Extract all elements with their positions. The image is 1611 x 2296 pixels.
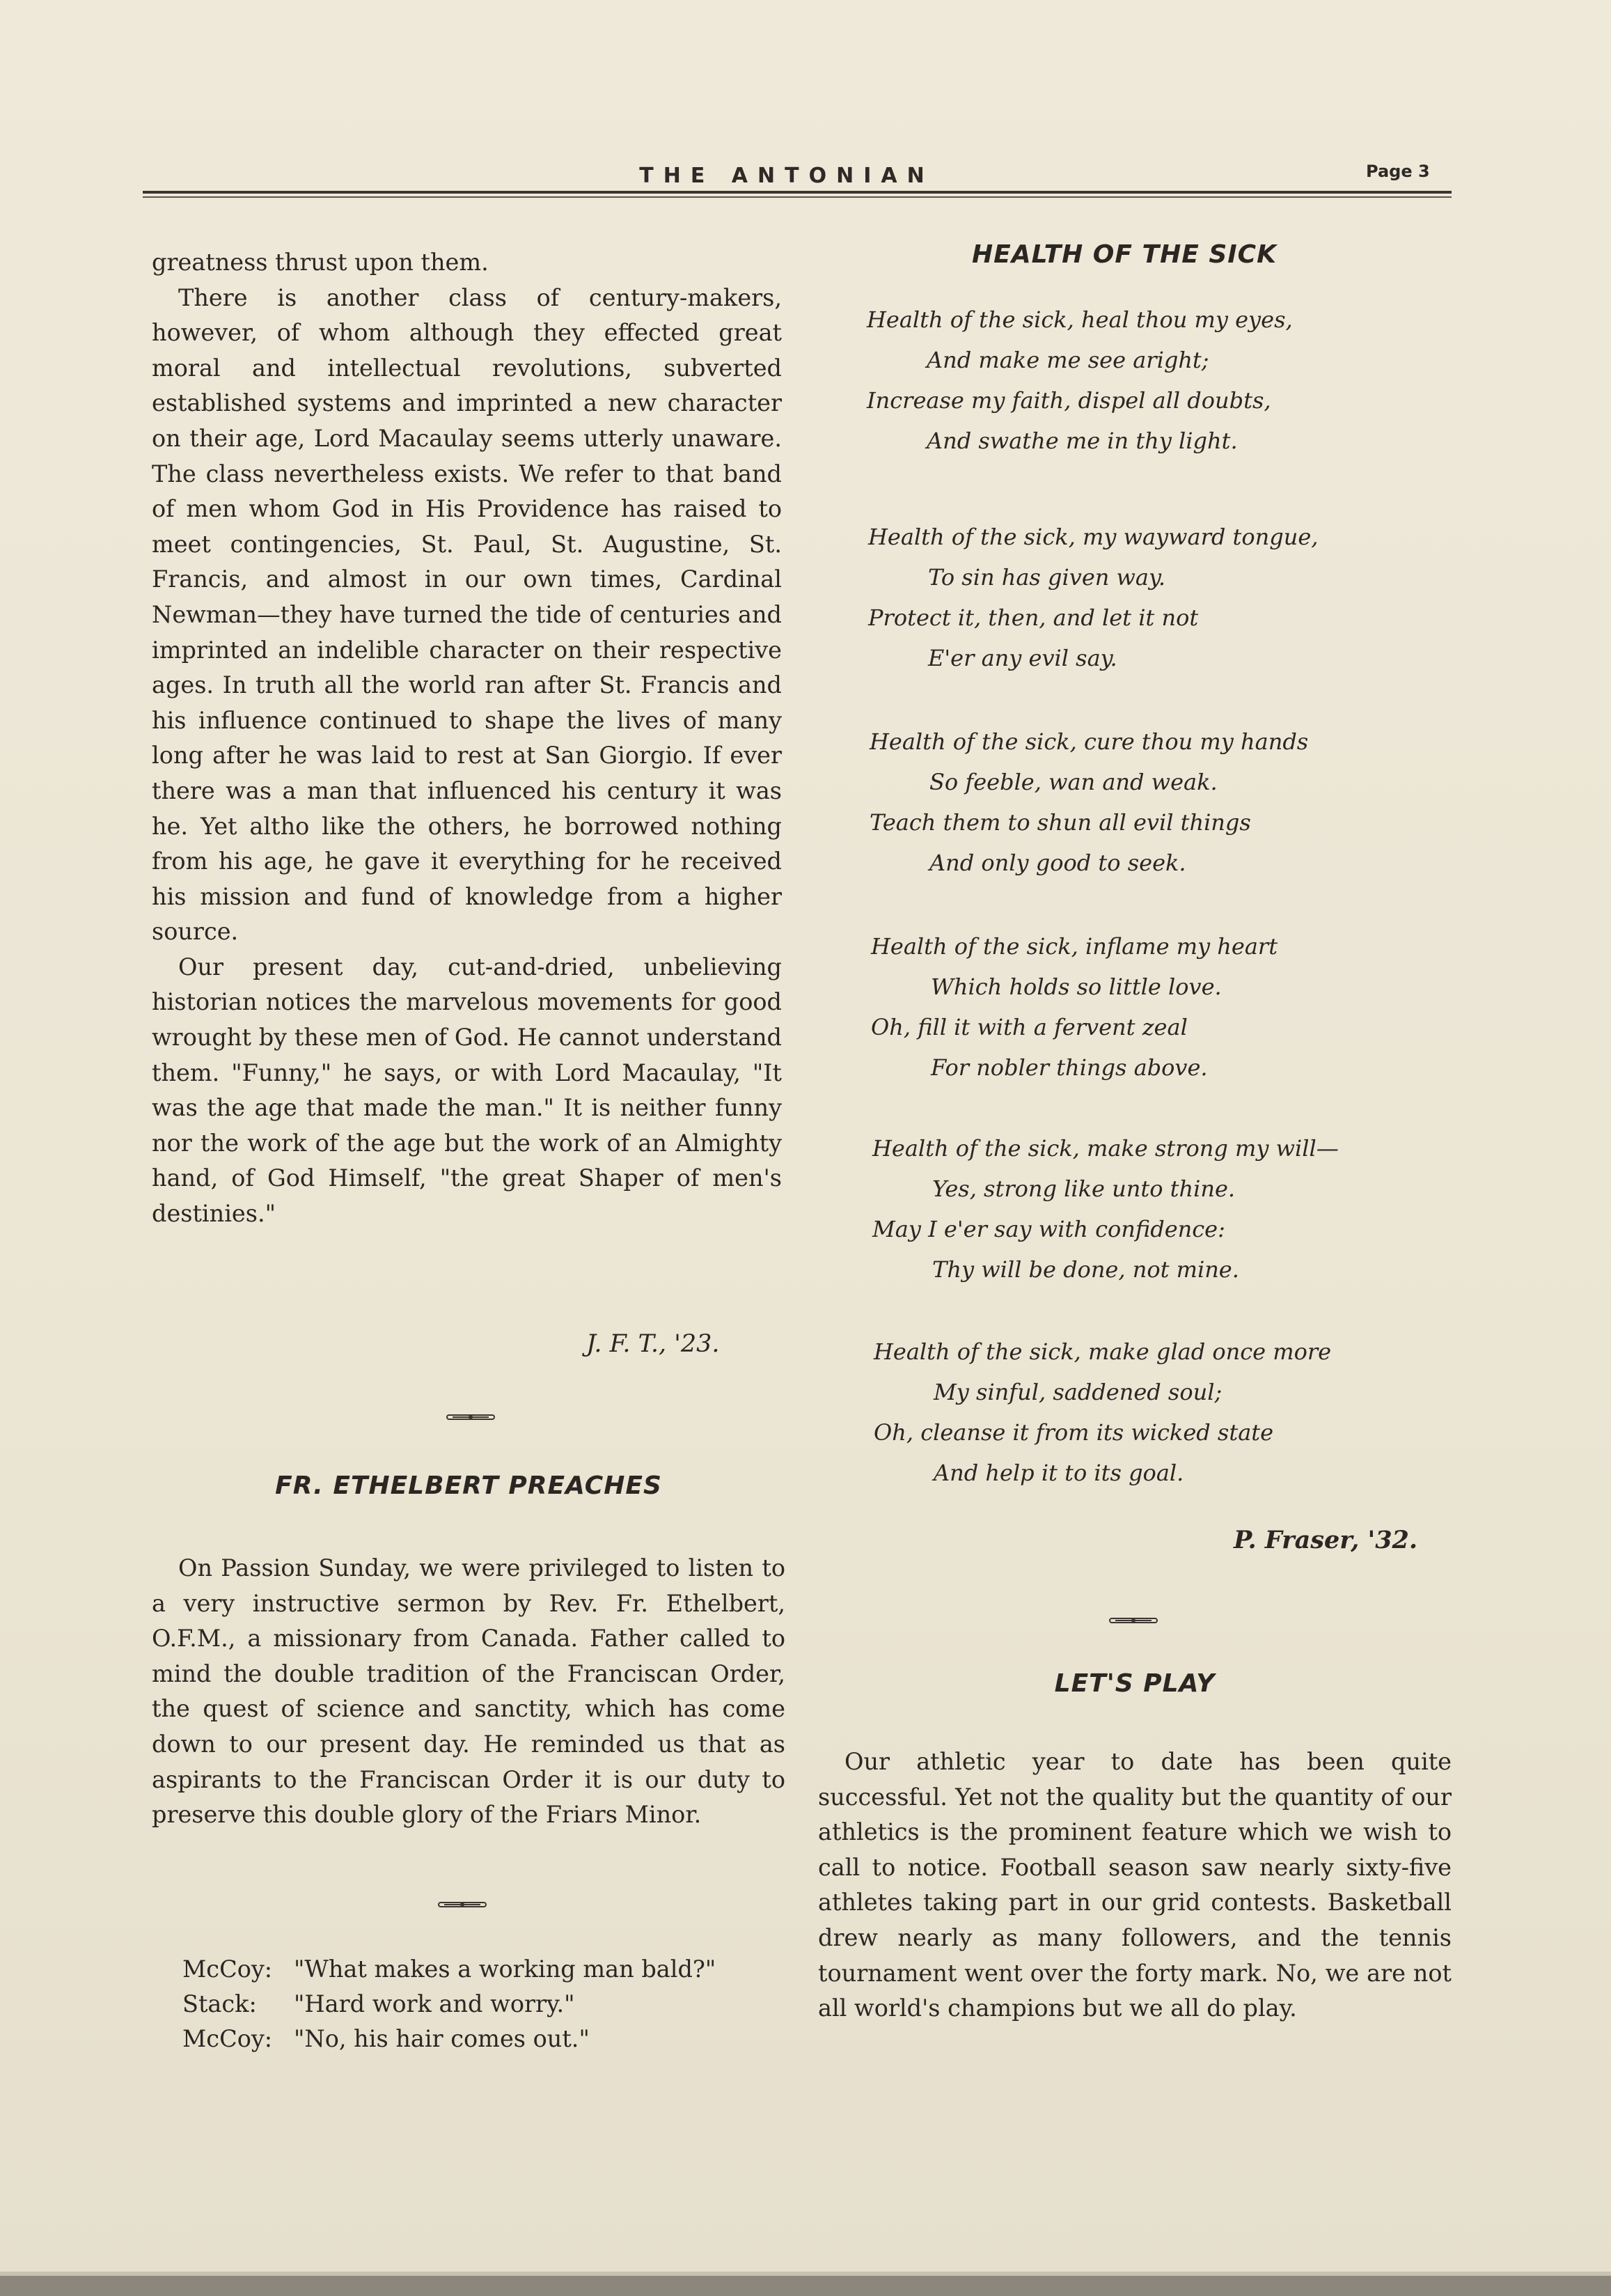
joke-line bbox=[182, 1990, 575, 2017]
poem-line: Oh, fill it with a fervent zeal bbox=[871, 1014, 1188, 1040]
newsletter-title: THE ANTONIAN bbox=[639, 164, 934, 188]
poem-line: My sinful, saddened soul; bbox=[934, 1379, 1223, 1405]
ethelbert-heading: FR. ETHELBERT PREACHES bbox=[275, 1471, 662, 1500]
page-bottom-edge bbox=[0, 2276, 1611, 2296]
poem-line: And help it to its goal. bbox=[934, 1460, 1184, 1486]
article-paragraph: There is another class of century-makers, however, of whom although they effected great moral and intellectual revolutions, subverted established systems and imprinted a new character on their age, Lord Macaulay seems utterly unaware. The class nevertheless exists. We refer to that band of men whom God in His Providence has raised to meet contingencies, St. Paul, St. Augustine, St. Francis, and almost in our own times, Cardinal Newman—they have turned the tide of centuries and imprinted an indelible character on their respective ages. In truth all the world ran after St. Francis and his influence continued to shape the lives of many long after he was laid to rest at San Giorgio. If ever there was a man that influenced his century it was he. Yet altho like the others, he borrowed nothing from his age, he gave it everything for he received his mission and fund of knowledge from a higher source. bbox=[152, 283, 782, 946]
ornament-divider-icon bbox=[446, 1412, 496, 1423]
poem-line: To sin has given way. bbox=[928, 564, 1165, 591]
article-paragraph: greatness thrust upon them. bbox=[152, 249, 489, 276]
poem-line: Which holds so little love. bbox=[931, 974, 1222, 1000]
joke-text: "No, his hair comes out." bbox=[294, 2025, 590, 2052]
poem-signature: P. Fraser, '32. bbox=[1234, 1526, 1418, 1554]
poem-line: Health of the sick, cure thou my hands bbox=[870, 728, 1309, 755]
poem-line: Health of the sick, make strong my will— bbox=[872, 1135, 1339, 1162]
poem-line: Yes, strong like unto thine. bbox=[932, 1176, 1236, 1202]
ornament-divider-icon bbox=[1108, 1615, 1158, 1626]
joke-speaker: McCoy: bbox=[182, 2025, 273, 2052]
poem-line: So feeble, wan and weak. bbox=[929, 769, 1218, 795]
poem-line: Health of the sick, make glad once more bbox=[874, 1338, 1332, 1365]
poem-line: Health of the sick, inflame my heart bbox=[871, 933, 1278, 960]
ethelbert-body: On Passion Sunday, we were privileged to listen to a very instructive sermon by Rev. Fr. Ethelbert, O.F.M., a missionary from Canada. Father called to mind the double tradition of the Franciscan Order, the quest of science and sanctity, which has come down to our present day. He reminded us that as aspirants to the Franciscan Order it is our duty to preserve this double glory of the Friars Minor. bbox=[152, 1554, 785, 1829]
poem-line: Oh, cleanse it from its wicked state bbox=[874, 1419, 1274, 1446]
poem-line: Health of the sick, my wayward tongue, bbox=[868, 524, 1319, 550]
joke-speaker: McCoy: bbox=[182, 1955, 273, 1983]
poem-line: And swathe me in thy light. bbox=[927, 428, 1238, 454]
joke-text: "What makes a working man bald?" bbox=[294, 1955, 716, 1983]
lets-play-body: Our athletic year to date has been quite successful. Yet not the quality but the quantity of our athletics is the prominent feature which we wish to call to notice. Football season saw nearly sixty-five athletes taking part in our grid contests. Basketball drew nearly as many followers, and the tennis tournament went over the forty mark. No, we are not all world's champions but we all do play. bbox=[818, 1748, 1452, 2022]
poem-line: Increase my faith, dispel all doubts, bbox=[867, 387, 1271, 414]
article-paragraph: Our present day, cut-and-dried, unbelieving historian notices the marvelous movements for good wrought by these men of God. He cannot understand them. "Funny," he says, or with Lord Macaulay, "It was the age that made the man." It is neither funny nor the work of the age but the work of an Almighty hand, of God Himself, "the great Shaper of men's destinies." bbox=[152, 953, 782, 1228]
poem-line: And only good to seek. bbox=[929, 850, 1186, 876]
poem-line: Health of the sick, heal thou my eyes, bbox=[867, 306, 1293, 333]
joke-line bbox=[182, 1955, 716, 1983]
joke-line bbox=[182, 2025, 590, 2052]
page-number: Page 3 bbox=[1366, 162, 1430, 181]
poem-line: Teach them to shun all evil things bbox=[870, 809, 1251, 836]
poem-line: E'er any evil say. bbox=[928, 645, 1117, 671]
article-signature: J. F. T., '23. bbox=[586, 1330, 720, 1358]
lets-play-heading: LET'S PLAY bbox=[1054, 1669, 1216, 1698]
poem-line: May I e'er say with confidence: bbox=[872, 1216, 1225, 1242]
header-rule-thin bbox=[143, 196, 1452, 198]
lets-play-article bbox=[818, 1744, 1452, 2026]
poem-line: For nobler things above. bbox=[931, 1054, 1208, 1081]
poem-line: Thy will be done, not mine. bbox=[932, 1256, 1239, 1283]
poem-title: HEALTH OF THE SICK bbox=[972, 240, 1277, 269]
joke-speaker: Stack: bbox=[182, 1990, 257, 2017]
poem-line: And make me see aright; bbox=[927, 347, 1209, 373]
header-rule bbox=[143, 191, 1452, 194]
ethelbert-article bbox=[152, 1551, 785, 1833]
poem-line: Protect it, then, and let it not bbox=[868, 604, 1199, 631]
joke-text: "Hard work and worry." bbox=[294, 1990, 575, 2017]
ornament-divider-icon bbox=[437, 1899, 487, 1910]
macaulay-article bbox=[152, 245, 782, 1232]
